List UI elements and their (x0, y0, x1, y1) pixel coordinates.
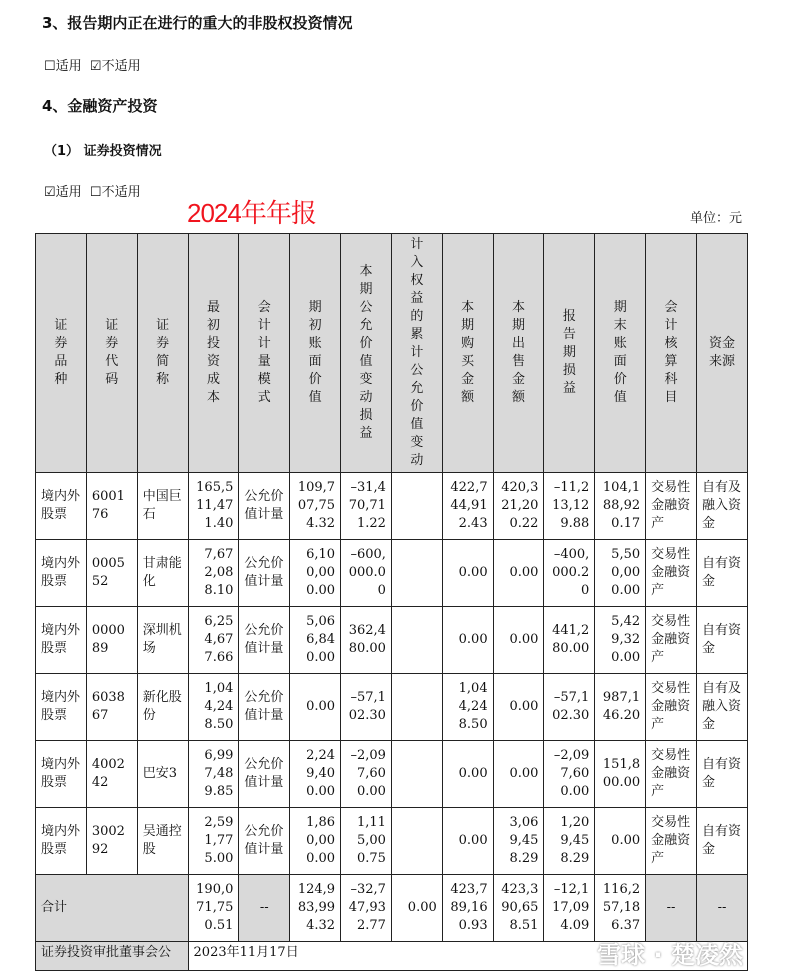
column-header: 资金来源 (696, 234, 747, 473)
section-3-title: 3、报告期内正在进行的重大的非股权投资情况 (42, 14, 353, 32)
table-cell: 0.00 (493, 540, 544, 607)
table-cell: 深圳机场 (137, 607, 188, 674)
unit-label: 单位：元 (690, 211, 743, 226)
total-row (36, 875, 748, 942)
watermark: 雪球 · 楚凌然 (597, 941, 743, 969)
table-cell: 0.00 (442, 741, 493, 808)
table-cell: 000552 (86, 540, 137, 607)
table-cell: 0.00 (595, 808, 646, 875)
column-header: 证券代码 (86, 234, 137, 473)
table-cell: 1,860,000.00 (290, 808, 341, 875)
table-cell: 000089 (86, 607, 137, 674)
table-cell: 1,044,248.50 (442, 674, 493, 741)
table-cell: 0.00 (442, 540, 493, 607)
total-sale: 423,390,658.51 (493, 875, 544, 942)
table-cell: 境内外股票 (36, 473, 87, 540)
total-purchase: 423,789,160.93 (442, 875, 493, 942)
table-cell: 公允价值计量 (239, 808, 290, 875)
approval-date-cell (188, 942, 747, 971)
table-cell: 新化股份 (137, 674, 188, 741)
column-header: 本期购买金额 (442, 234, 493, 473)
table-row (36, 473, 748, 540)
table-cell: 400242 (86, 741, 137, 808)
table-cell: 境内外股票 (36, 607, 87, 674)
table-cell: 0.00 (493, 741, 544, 808)
total-account: -- (646, 875, 697, 942)
table-row (36, 674, 748, 741)
table-cell: –57,102.30 (544, 674, 595, 741)
table-cell: 自有及融入资金 (696, 473, 747, 540)
column-header: 报告期损益 (544, 234, 595, 473)
table-cell: 自有资金 (696, 741, 747, 808)
table-cell: 600176 (86, 473, 137, 540)
table-cell: 603867 (86, 674, 137, 741)
total-opening: 124,983,994.32 (290, 875, 341, 942)
table-cell: 1,115,000.75 (341, 808, 392, 875)
table-cell: 3,069,458.29 (493, 808, 544, 875)
total-mode: -- (239, 875, 290, 942)
total-cum-fv: 0.00 (391, 875, 442, 942)
table-row (36, 540, 748, 607)
checkbox-applicable[interactable]: ☐适用 (44, 59, 82, 74)
table-cell: 0.00 (442, 808, 493, 875)
section-4-options (44, 181, 141, 200)
table-cell: 公允价值计量 (239, 607, 290, 674)
table-cell: 自有及融入资金 (696, 674, 747, 741)
table-cell: 7,672,088.10 (188, 540, 239, 607)
table-header-row (36, 234, 748, 473)
table-cell: 2,249,400.00 (290, 741, 341, 808)
table-cell: 300292 (86, 808, 137, 875)
table-cell: 0.00 (493, 607, 544, 674)
total-initial-cost: 190,071,750.51 (188, 875, 239, 942)
table-cell (391, 674, 442, 741)
table-cell (391, 741, 442, 808)
table-cell: 交易性金融资产 (646, 808, 697, 875)
total-pnl: –12,117,094.09 (544, 875, 595, 942)
column-header: 最初投资成本 (188, 234, 239, 473)
table-cell: 境内外股票 (36, 674, 87, 741)
table-cell: 5,500,000.00 (595, 540, 646, 607)
table-cell: 自有资金 (696, 808, 747, 875)
table-cell: 420,321,200.22 (493, 473, 544, 540)
table-cell: 2,591,775.00 (188, 808, 239, 875)
table-cell: 交易性金融资产 (646, 674, 697, 741)
annotation-label: 2024年年报 (187, 198, 316, 228)
table-cell (391, 540, 442, 607)
table-cell: 公允价值计量 (239, 674, 290, 741)
checkbox-not-applicable[interactable]: ☑不适用 (89, 59, 141, 74)
table-cell: 104,188,920.17 (595, 473, 646, 540)
column-header: 期初账面价值 (290, 234, 341, 473)
checkbox-not-applicable[interactable]: ☐不适用 (89, 185, 141, 200)
table-cell: 公允价值计量 (239, 473, 290, 540)
table-cell: –11,213,129.88 (544, 473, 595, 540)
approval-row (36, 942, 748, 971)
column-header: 证券简称 (137, 234, 188, 473)
section-4-title: 4、金融资产投资 (42, 97, 158, 115)
table-cell: 6,997,489.85 (188, 741, 239, 808)
securities-investment-table (35, 233, 748, 971)
column-header: 期末账面价值 (595, 234, 646, 473)
table-cell: 0.00 (290, 674, 341, 741)
table-cell: 吴通控股 (137, 808, 188, 875)
table-cell: 甘肃能化 (137, 540, 188, 607)
table-cell (391, 473, 442, 540)
column-header: 本期出售金额 (493, 234, 544, 473)
table-cell: 151,800.00 (595, 741, 646, 808)
table-cell: 交易性金融资产 (646, 473, 697, 540)
table-cell: 自有资金 (696, 540, 747, 607)
table-cell: 6,100,000.00 (290, 540, 341, 607)
total-source: -- (696, 875, 747, 942)
table-cell: 0.00 (442, 607, 493, 674)
table-row (36, 808, 748, 875)
table-cell: 6,254,677.66 (188, 607, 239, 674)
table-cell (391, 808, 442, 875)
column-header: 会计核算科目 (646, 234, 697, 473)
checkbox-applicable[interactable]: ☑适用 (44, 185, 82, 200)
column-header: 会计计量模式 (239, 234, 290, 473)
table-cell: 109,707,754.32 (290, 473, 341, 540)
table-cell: 5,066,840.00 (290, 607, 341, 674)
table-cell: 165,511,471.40 (188, 473, 239, 540)
table-cell: 441,280.00 (544, 607, 595, 674)
table-cell: 5,429,320.00 (595, 607, 646, 674)
table-cell: 交易性金融资产 (646, 540, 697, 607)
table-cell: –31,470,711.22 (341, 473, 392, 540)
section-4-subtitle: （1） 证券投资情况 (44, 144, 162, 159)
table-cell: –600,000.00 (341, 540, 392, 607)
section-3-options (44, 55, 141, 74)
table-cell: 交易性金融资产 (646, 607, 697, 674)
table-cell: 987,146.20 (595, 674, 646, 741)
table-cell: –2,097,600.00 (341, 741, 392, 808)
table-cell: 交易性金融资产 (646, 741, 697, 808)
column-header: 本期公允价值变动损益 (341, 234, 392, 473)
column-header: 证券品种 (36, 234, 87, 473)
table-cell: 境内外股票 (36, 741, 87, 808)
table-cell: 公允价值计量 (239, 741, 290, 808)
table-cell: 中国巨石 (137, 473, 188, 540)
total-closing: 116,257,186.37 (595, 875, 646, 942)
table-cell: 422,744,912.43 (442, 473, 493, 540)
column-header: 计入权益的累计公允价值变动 (391, 234, 442, 473)
approval-date: 2023年11月17日 (193, 945, 299, 960)
table-cell: 1,209,458.29 (544, 808, 595, 875)
table-cell: –400,000.20 (544, 540, 595, 607)
table-cell: 巴安3 (137, 741, 188, 808)
table-cell: 0.00 (493, 674, 544, 741)
table-cell (391, 607, 442, 674)
table-cell: 公允价值计量 (239, 540, 290, 607)
table-row (36, 607, 748, 674)
table-cell: 境内外股票 (36, 808, 87, 875)
approval-label: 证券投资审批董事会公 (36, 942, 189, 971)
table-cell: 境内外股票 (36, 540, 87, 607)
table-row (36, 741, 748, 808)
table-cell: –2,097,600.00 (544, 741, 595, 808)
table-cell: –57,102.30 (341, 674, 392, 741)
table-cell: 自有资金 (696, 607, 747, 674)
table-cell: 362,480.00 (341, 607, 392, 674)
total-label: 合计 (36, 875, 189, 942)
table-cell: 1,044,248.50 (188, 674, 239, 741)
total-fv-change: –32,747,932.77 (341, 875, 392, 942)
